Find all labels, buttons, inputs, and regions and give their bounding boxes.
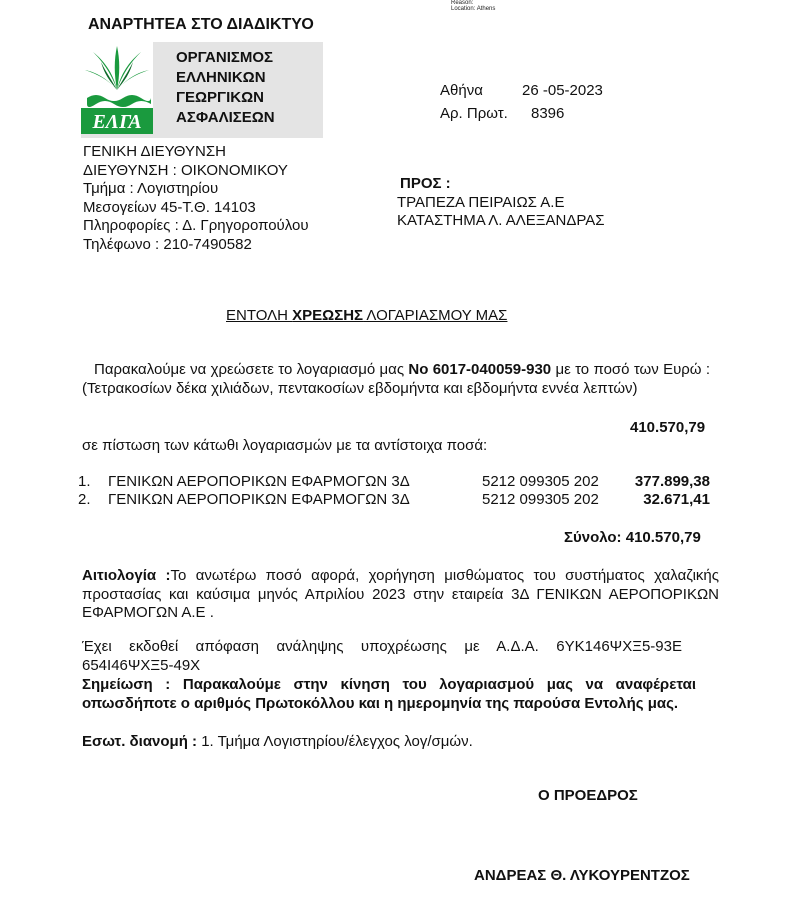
entry-name: ΓΕΝΙΚΩΝ ΑΕΡΟΠΟΡΙΚΩΝ ΕΦΑΡΜΟΓΩΝ 3Δ: [108, 491, 410, 508]
sum-label: Σύνολο:: [564, 529, 622, 546]
recipient-line: ΚΑΤΑΣΤΗΜΑ Λ. ΑΛΕΞΑΝΔΡΑΣ: [397, 212, 605, 230]
protocol-label: Αρ. Πρωτ.: [440, 105, 508, 122]
department-line: Μεσογείων 45-Τ.Θ. 14103: [83, 198, 256, 216]
intro-paragraph: [82, 361, 710, 398]
posting-label: ΑΝΑΡΤΗΤΕΑ ΣΤΟ ΔΙΑΔΙΚΤΥΟ: [88, 16, 314, 33]
signature-reason: Reason:: [451, 0, 474, 6]
department-line: ΔΙΕΥΘΥΝΣΗ : ΟΙΚΟΝΟΜΙΚΟΥ: [83, 161, 288, 179]
subject-part: ΛΟΓΑΡΙΑΣΜΟΥ ΜΑΣ: [363, 307, 508, 324]
credit-line: σε πίστωση των κάτωθι λογαριασμών με τα αντίστοιχα ποσά:: [82, 437, 488, 454]
entry-index: 2.: [78, 491, 91, 508]
distribution-label: Εσωτ. διανομή :: [82, 733, 198, 750]
department-line: ΓΕΝΙΚΗ ΔΙΕΥΘΥΝΣΗ: [83, 143, 226, 160]
department-line: Τμήμα : Λογιστηρίου: [83, 180, 219, 198]
sum-amount: 410.570,79: [625, 529, 701, 546]
entry-account: 5212 099305 202: [482, 491, 599, 508]
department-line: Πληροφορίες : Δ. Γρηγοροπούλου: [83, 217, 309, 235]
protocol-number: 8396: [531, 105, 565, 122]
justification-paragraph: [82, 567, 719, 623]
subject-heading: [226, 307, 507, 324]
department-line: Τηλέφωνο : 210-7490582: [83, 235, 252, 253]
logo-text: ΕΛΓΑ: [92, 111, 142, 133]
sum-row: [564, 529, 701, 546]
recipient-line: ΤΡΑΠΕΖΑ ΠΕΙΡΑΙΩΣ Α.Ε: [397, 193, 565, 211]
date: 26 -05-2023: [522, 82, 603, 99]
elga-logo-icon: [81, 42, 153, 134]
total-amount: 410.570,79: [630, 419, 706, 436]
subject-bold: ΧΡΕΩΣΗΣ: [292, 307, 364, 324]
entry-row: [78, 491, 712, 509]
entry-account: 5212 099305 202: [482, 473, 599, 490]
signatory-name: ΑΝΔΡΕΑΣ Θ. ΛΥΚΟΥΡΕΝΤΖΟΣ: [474, 867, 690, 884]
entry-amount: 377.899,38: [634, 473, 710, 490]
entry-name: ΓΕΝΙΚΩΝ ΑΕΡΟΠΟΡΙΚΩΝ ΕΦΑΡΜΟΓΩΝ 3Δ: [108, 473, 410, 490]
justification-label: Αιτιολογία :: [82, 567, 171, 584]
intro-text: Παρακαλούμε να χρεώσετε το λογαριασμό μας: [94, 361, 409, 378]
signature-location: Location: Athens: [451, 6, 496, 12]
recipient-label: ΠΡΟΣ :: [400, 175, 451, 192]
account-number: Νο 6017-040059-930: [408, 361, 552, 378]
decision-text: Έχει εκδοθεί απόφαση ανάληψης υποχρέωσης με Α.Δ.Α. 6ΥΚ146ΨΧΞ5-93Ε 654Ι46ΨΧΞ5-49Χ: [82, 638, 682, 674]
organization-name: ΟΡΓΑΝΙΣΜΟΣ ΕΛΛΗΝΙΚΩΝ ΓΕΩΡΓΙΚΩΝ ΑΣΦΑΛΙΣΕΩΝ: [176, 49, 275, 126]
entry-row: [78, 473, 712, 491]
subject-part: ΕΝΤΟΛΗ: [226, 307, 293, 324]
department-block: [83, 143, 309, 255]
intro-text: με το ποσό των Ευρώ : (Τετρακοσίων δέκα χιλιάδων, πεντακοσίων εβδομήντα και εβδομήντα εννέα λεπτών): [82, 361, 710, 397]
entry-index: 1.: [78, 473, 91, 490]
city: Αθήνα: [440, 82, 483, 99]
justification-text: Το ανωτέρω ποσό αφορά, χορήγηση μισθώματος του συστήματος χαλαζικής προστασίας και καύσιμα μηνός Απριλίου 2023 στην εταιρεία 3Δ ΓΕΝΙΚΩΝ ΑΕΡΟΠΟΡΙΚΩΝ ΕΦΑΡΜΟΓΩΝ Α.Ε .: [82, 567, 719, 621]
note-text: Σημείωση : Παρακαλούμε στην κίνηση του λογαριασμού μας να αναφέρεται οπωσδήποτε ο αριθμός Πρωτοκόλλου και η ημερομηνία της παρούσα Εντολής μας.: [82, 676, 696, 712]
entry-amount: 32.671,41: [643, 491, 710, 508]
distribution-line: [82, 733, 473, 750]
signatory-title: Ο ΠΡΟΕΔΡΟΣ: [538, 787, 638, 804]
recipient-block: [397, 175, 605, 231]
distribution-text: 1. Τμήμα Λογιστηρίου/έλεγχος λογ/σμών.: [197, 733, 473, 750]
